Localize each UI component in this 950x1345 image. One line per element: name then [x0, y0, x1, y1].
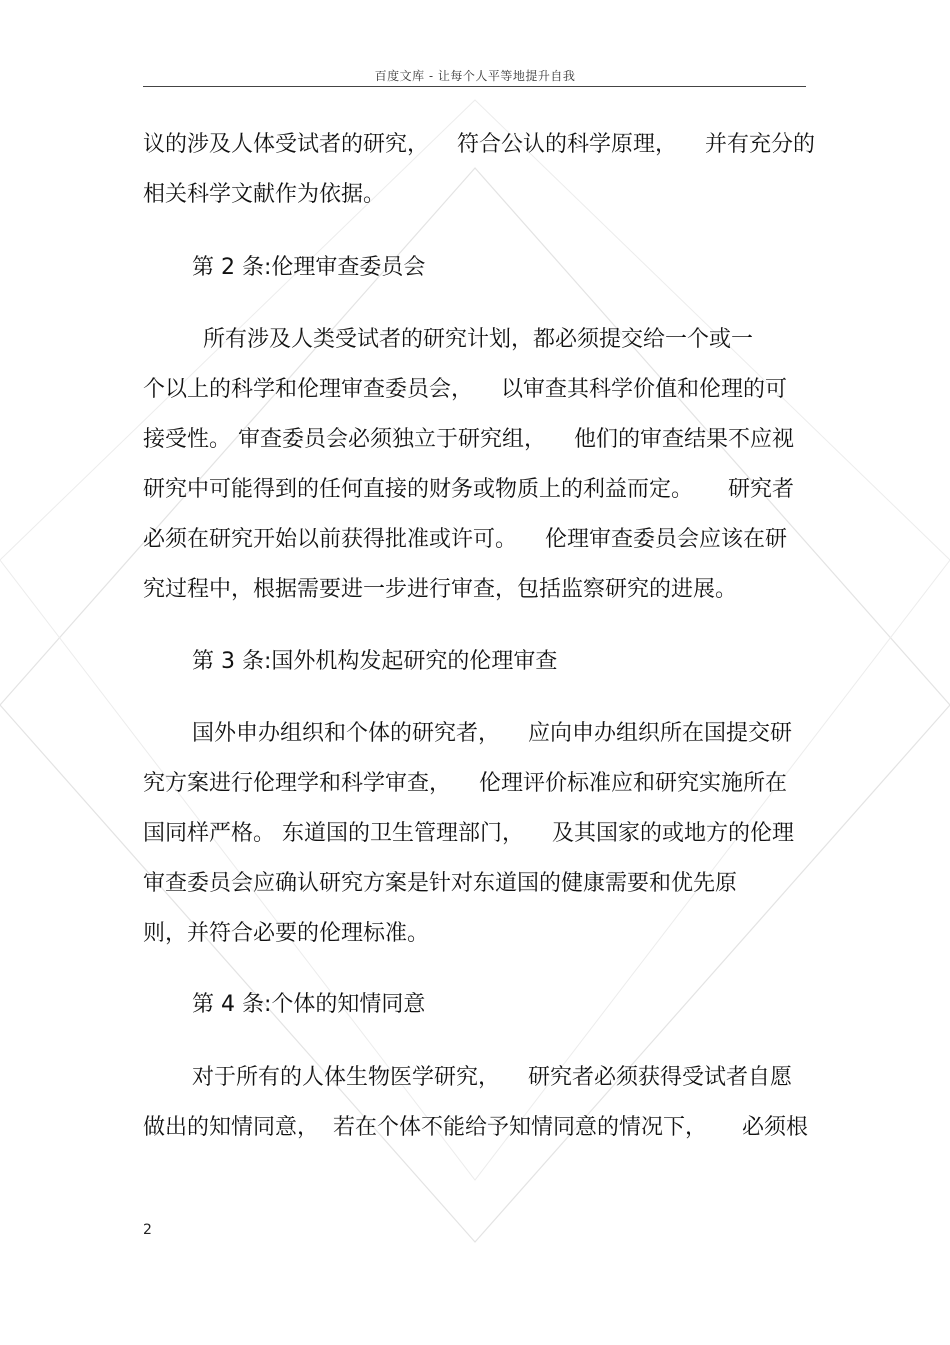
paragraph-line: 对于所有的人体生物医学研究， 研究者必须获得受试者自愿	[192, 1065, 792, 1090]
article-heading: 第 3 条:国外机构发起研究的伦理审查	[192, 649, 558, 674]
article-heading: 第 4 条:个体的知情同意	[192, 992, 426, 1017]
article-heading: 第 2 条:伦理审查委员会	[192, 255, 426, 280]
paragraph-line: 接受性。 审查委员会必须独立于研究组， 他们的审查结果不应视	[143, 427, 794, 452]
paragraph-line: 审查委员会应确认研究方案是针对东道国的健康需要和优先原	[143, 871, 738, 896]
page-number: 2	[143, 1222, 152, 1238]
paragraph-line: 究方案进行伦理学和科学审查， 伦理评价标准应和研究实施所在	[143, 771, 787, 796]
header-divider	[143, 86, 806, 87]
header-title: 百度文库 - 让每个人平等地提升自我	[374, 69, 576, 83]
paragraph-line: 所有涉及人类受试者的研究计划，都必须提交给一个或一	[203, 327, 754, 352]
paragraph-line: 议的涉及人体受试者的研究， 符合公认的科学原理， 并有充分的	[143, 132, 815, 157]
paragraph-line: 究过程中，根据需要进一步进行审查，包括监察研究的进展。	[143, 577, 738, 602]
paragraph-line: 国同样严格。 东道国的卫生管理部门， 及其国家的或地方的伦理	[143, 821, 794, 846]
paragraph-line: 做出的知情同意， 若在个体不能给予知情同意的情况下， 必须根	[143, 1115, 808, 1140]
paragraph-line: 相关科学文献作为依据。	[143, 182, 386, 207]
paragraph-line: 个以上的科学和伦理审查委员会， 以审查其科学价值和伦理的可	[143, 377, 787, 402]
paragraph-line: 必须在研究开始以前获得批准或许可。 伦理审查委员会应该在研	[143, 527, 787, 552]
paragraph-line: 则，并符合必要的伦理标准。	[143, 921, 430, 946]
paragraph-line: 国外申办组织和个体的研究者， 应向申办组织所在国提交研	[192, 721, 792, 746]
paragraph-line: 研究中可能得到的任何直接的财务或物质上的利益而定。 研究者	[143, 477, 794, 502]
